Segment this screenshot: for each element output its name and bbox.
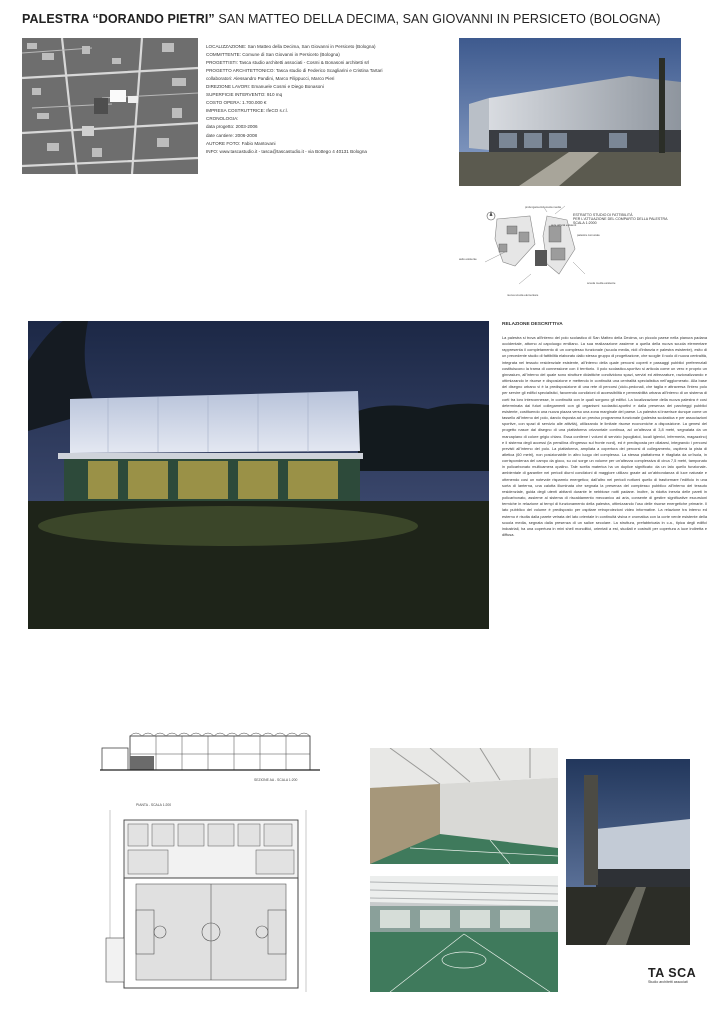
info-contractor: IMPRESA COSTRUTTRICE: IfeCO s.r.l. (206, 108, 288, 114)
site-plan-diagram (455, 204, 695, 304)
section-caption: SEZIONE AA - SCALA 1:200 (254, 778, 298, 782)
info-design-date: data progetto: 2003-2006 (206, 124, 258, 130)
section-drawing (100, 728, 320, 784)
studio-logo-subtitle: Studio architetti associati (648, 980, 688, 984)
project-info (206, 43, 436, 156)
page-title (22, 12, 661, 26)
site-label-scuola-elementare: nuova scuola elementare (507, 293, 539, 297)
interior-photo-1 (370, 748, 558, 864)
info-contact: INFO: www.tascastudio.it - tasca@tascastudio.it - via Bottego 4 40131 Bologna (206, 148, 367, 154)
info-works-direction: DIREZIONE LAVORI: Emanuele Cosmi e Diego Bonasoni (206, 84, 324, 90)
site-label-scuola-media: scuola media esistente (587, 281, 616, 285)
info-photographer: AUTORE FOTO: Fabio Mantovani (206, 140, 276, 146)
site-label-prolungamento: prolungamento scuola media (525, 205, 561, 209)
site-label-asilo: asilo esistente (459, 257, 477, 261)
info-cost: COSTO OPERA: 1.700.000 € (206, 100, 267, 106)
aerial-photo (22, 38, 198, 174)
info-site-date: date cantiere: 2006-2008 (206, 132, 258, 138)
interior-photo-2 (370, 876, 558, 992)
studio-logo: TA SCA (648, 966, 697, 980)
title-bold: PALESTRA “DORANDO PIETRI” (22, 12, 215, 26)
description-heading: RELAZIONE DESCRITTIVA (502, 322, 563, 327)
exterior-photo-right (566, 759, 690, 945)
site-plan-heading: ESTRATTO STUDIO DI FATTIBILITÀ PER L'ATTUAZIONE DEL COMPARTO DELLA PALESTRA SCALA 1:2000 (573, 213, 668, 225)
info-client: COMMITTENTE: Comune di San Giovanni in Persiceto (Bologna) (206, 52, 340, 58)
floor-plan (96, 810, 326, 992)
description-text: La palestra si trova all'interno del polo scolastico di San Matteo della Decima, un piccolo paese nella pianura padana occidentale, attorno al capoluogo emiliano. La sua realizzazione assieme a quella della nuova scuola elementare rappresenta il completamento di un complesso funzionale (scuola media, nidi d'infanzia e palestra esistente), esito di un precedente studio di fattibilità elaborato dallo stesso gruppo di progettazione, che scoglie il ruolo di nuova centralità, integrata nel tessuto residenziale esistente, all'interno della quale percorsi coperti e passaggi pubblici preferenziali costituiscono la trama di connessione con il territorio. Il polo scolastico-sportivo si articola come un vero e proprio un ginnasium, all'interno del quale sono strutture didattiche condividono spazi, servizi ed attrezzature, razionalizzando e ottimizzando le risorse e disposizione e mettendo in continuità una centralità specialistica nell'agglomerato. Alla base del disegno urbano vi è la predisposizione di una rete di percorsi (ciclo-pedonali, che taglia e attraversa l'intero polo per servire gli edifici specialistici, favorendo condizioni di accessibilità e permeabilità urbana all'interno di un sistema di corti tra loro interconnesse, in continuità con le quali sorgono gli edifici. La localizzazione della nuova palestra è così determinata dai futuri collegamenti con gli organismi scolastici-sportivi e dalla presenza dei parcheggi pubblici esistente, costituendo una nuova piazza verso una zona marginale del paese. La palestra si inserisce dunque come un tassello all'interno del polo, dando risposta ad un preciso programma funzionale (palestra scolastica e per associazioni sportive, con spazi di servizio alle attività), utilizzando le limitate risorse economiche a disposizione. La genesi del progetto nasce dal disegno di una piattaforma orizzontale continua, ad un'altezza di 3,8 metri, segnalata da un marcapiano di colore grigio chiaro. Essa contiene i volumi di servizio (spogliatoi, locali igienici, infermeria, magazzino) e il sistema degli accessi (la pensilina d'ingresso sul fronte nord), ed è predisposta per ollatarsi, integrando i percorsi previsti all'interno del polo. La piattaforma, ampliata a copertura dei percorsi di collegamento, ospiterà la pista di atletica (60 metri), non posizionabile in altro luogo del complesso. La stessa piattaforma è ritagliata da un'isola, in corrispondenza del campo da gioco, su cui sorge un volume per un'altezza complessiva di circa 7,5 metri, tamponato in policarbonato multicamera opalino. Tale scelta materica ha un duplice significato: da un lato quello funzionale-ambientale di garantire nei periodi diurni condizioni di maggiore utilizzo grazie ad un'abbondanza di luce naturale e ottenendo così un notevole risparmio energetico; dall'altro nei periodi notturni quello di trasformare l'edificio in una sorta di lanterna, una calotta illuminata che segnala la presenza del complesso pubblico all'interno del tessuto residenziale, guida degli utenti abitanti durante le nebbiose notti padane. Inoltre, la ridotta inerzia delle pareti in policarbonato, assieme al sistema di riscaldamento meccanico ad aria, consente di gestire significative escursioni termiche in relazione ai tempi di funzionamento della palestra, ottimizzando l'uso delle risorse energetiche primarie. Il lato pubblico del volume è predisposto per ospitare retroproiezioni video informative. La relazione tra interno ed esterno è risolta dalla parete vetrata del lato orientale in continuità visiva e cromatica con la corte verde esistente della scuola media, segnata dalla presenza di un salice secolare. La struttura, prefabbricata in c.a., tipica degli edifici industriali, ha una copertura in mini shell monolitici, orientati a est, studiati e costruiti per copertura a luce indiretta e diffusa. (502, 335, 707, 537)
plan-caption: PIANTA - SCALA 1:200 (136, 803, 172, 807)
site-label-aule: aule attività esistenti (551, 223, 577, 227)
info-collaborators: collaboratori: Alessandro Pandini, Marco Filippucci, Marco Pieri (206, 76, 335, 82)
info-designers: PROGETTISTI: Tasca studio architetti associati - Cosmi & Bonasoni architetti srl (206, 60, 370, 66)
title-rest: SAN MATTEO DELLA DECIMA, SAN GIOVANNI IN PERSICETO (BOLOGNA) (214, 12, 661, 26)
site-label-palestra: palestra comunale (577, 233, 600, 237)
info-architect: PROGETTO ARCHITETTONICO: Tasca studio di Federico Scagliarini e Cristina Tartari (206, 68, 383, 74)
exterior-photo-top (459, 38, 681, 186)
night-photo-main (28, 321, 489, 629)
info-area: SUPERFICIE INTERVENTO: 910 mq (206, 92, 283, 98)
info-chronology: CRONOLOGIA: (206, 116, 239, 122)
info-location: LOCALIZZAZIONE: San Matteo della Decima, San Giovanni in Persiceto (Bologna) (206, 44, 376, 49)
